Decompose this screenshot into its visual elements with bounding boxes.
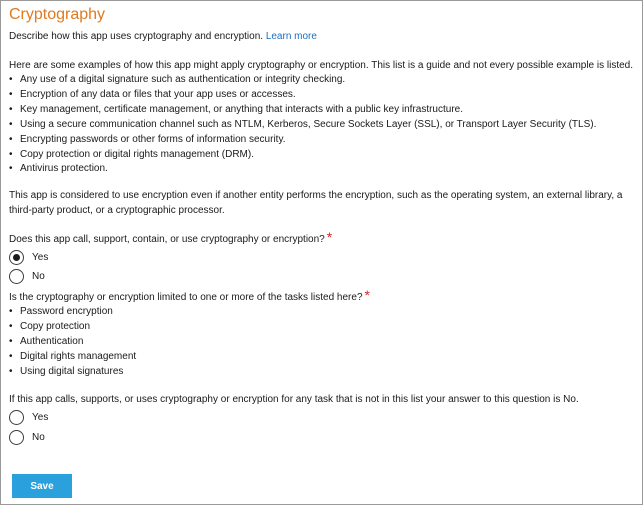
q2-yes-label: Yes [32, 411, 49, 423]
list-item: • Any use of a digital signature such as authentication or integrity checking. [9, 73, 596, 88]
list-item: • Digital rights management [9, 350, 136, 365]
q2-option-no[interactable] [9, 428, 45, 446]
page-title: Cryptography [9, 6, 106, 23]
required-indicator: * [326, 229, 333, 245]
q2-no-label: No [32, 431, 45, 443]
question-2-text: Is the cryptography or encryption limited to one or more of the tasks listed here? [9, 292, 363, 303]
list-item: • Encrypting passwords or other forms of information security. [9, 133, 596, 148]
tasks-list [9, 305, 136, 380]
learn-more-link[interactable]: Learn more [265, 31, 317, 42]
save-button[interactable]: Save [12, 474, 72, 498]
q2-no-radio[interactable] [9, 430, 24, 445]
examples-list [9, 73, 596, 177]
q1-yes-label: Yes [32, 251, 49, 263]
q1-option-yes[interactable] [9, 248, 48, 266]
q1-no-radio[interactable] [9, 269, 24, 284]
list-item: • Antivirus protection. [9, 162, 596, 177]
list-item: • Password encryption [9, 305, 136, 320]
question-2-note: If this app calls, supports, or uses cryptography or encryption for any task that is not in this list your answer to this question is No. [9, 394, 579, 405]
question-2 [9, 287, 370, 305]
list-item: • Encryption of any data or files that your app uses or accesses. [9, 88, 596, 103]
q1-option-no[interactable] [9, 267, 45, 285]
list-item: • Authentication [9, 335, 136, 350]
required-indicator: * [364, 287, 370, 303]
question-1 [9, 229, 333, 247]
list-item: • Copy protection or digital rights management (DRM). [9, 148, 596, 163]
list-item: • Key management, certificate management, or anything that interacts with a public key infrastructure. [9, 103, 596, 118]
question-1-text: Does this app call, support, contain, or use cryptography or encryption? [9, 234, 325, 245]
list-item: • Using a secure communication channel such as NTLM, Kerberos, Secure Sockets Layer (SSL), or Transport Layer Security (TLS). [9, 118, 596, 133]
description-text: Describe how this app uses cryptography and encryption. [9, 31, 264, 42]
encryption-note: This app is considered to use encryption even if another entity performs the encryption, such as the operating system, an external library, a third-party product, or a cryptographic processor. [9, 190, 623, 216]
page-description [9, 29, 317, 44]
q1-no-label: No [32, 270, 45, 282]
cryptography-form [9, 5, 639, 443]
list-item: • Copy protection [9, 320, 136, 335]
q2-yes-radio[interactable] [9, 410, 24, 425]
list-item: • Using digital signatures [9, 365, 136, 380]
q1-yes-radio[interactable] [9, 250, 24, 265]
q2-option-yes[interactable] [9, 408, 48, 426]
examples-intro: Here are some examples of how this app might apply cryptography or encryption. This list is a guide and not every possible example is listed. [9, 60, 634, 71]
